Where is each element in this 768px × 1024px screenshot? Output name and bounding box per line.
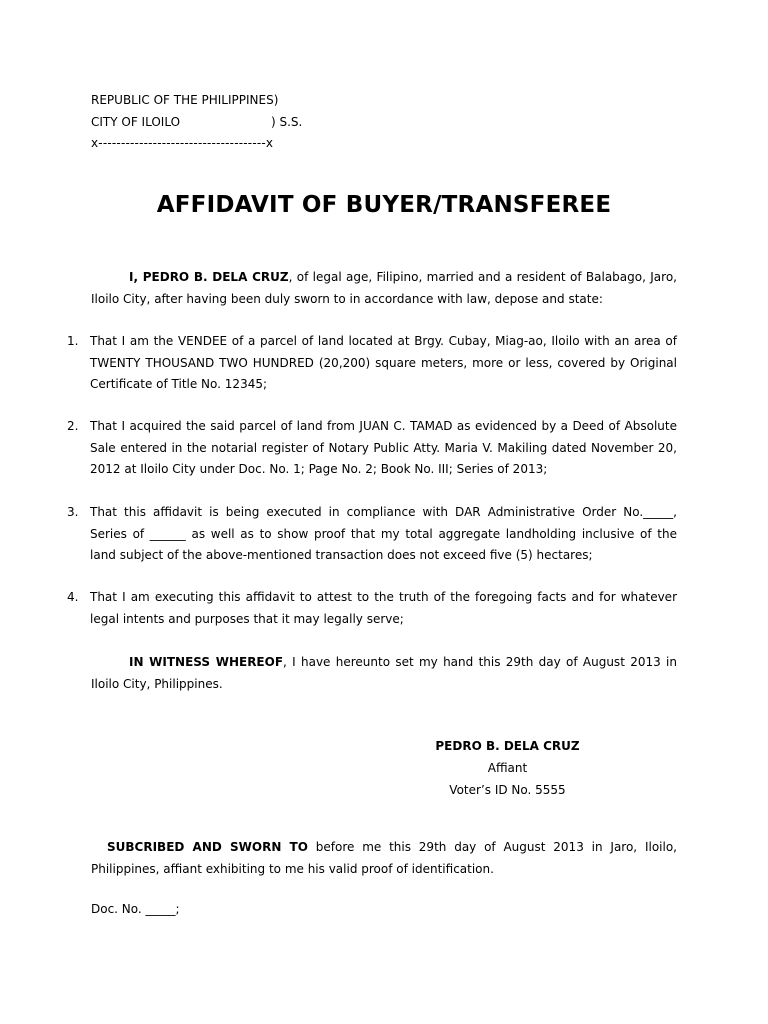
- witness-text: , I have hereunto set my hand this 29th day of August 2013 in Iloilo City, Philippines.: [91, 655, 677, 691]
- jurat-lead: SUBCRIBED AND SWORN TO: [107, 840, 308, 854]
- witness-paragraph: [91, 652, 677, 695]
- item-number: 2.: [67, 419, 79, 433]
- document-title: AFFIDAVIT OF BUYER/TRANSFEREE: [156, 192, 612, 218]
- item-number: 4.: [67, 590, 79, 604]
- witness-lead: IN WITNESS WHEREOF: [129, 655, 284, 669]
- item-text: That I acquired the said parcel of land from JUAN C. TAMAD as evidenced by a Deed of Absolute Sale entered in the notarial register of Notary Public Atty. Maria V. Makiling dated November 20, 2012 at Iloilo City under Doc. No. 1; Page No. 2; Book No. III; Series of 2013;: [90, 419, 677, 476]
- caption-city: CITY OF ILOILO: [91, 115, 181, 129]
- signature-name: PEDRO B. DELA CRUZ: [435, 739, 580, 753]
- item-number: 1.: [67, 334, 79, 348]
- affiant-name-intro: I, PEDRO B. DELA CRUZ: [129, 270, 289, 284]
- item-text: That I am executing this affidavit to attest to the truth of the foregoing facts and for whatever legal intents and purposes that it may legally serve;: [90, 590, 677, 626]
- item-number: 3.: [67, 505, 79, 519]
- caption-separator: x-------------------------------------x: [91, 136, 274, 150]
- intro-paragraph: [91, 267, 677, 310]
- doc-number: Doc. No. _____;: [91, 902, 180, 916]
- jurat-text: before me this 29th day of August 2013 in Jaro, Iloilo, Philippines, affiant exhibiting to me his valid proof of identification.: [91, 840, 677, 876]
- signature-id: Voter’s ID No. 5555: [449, 783, 566, 797]
- jurat-paragraph: [91, 837, 677, 880]
- item-text: That I am the VENDEE of a parcel of land located at Brgy. Cubay, Miag-ao, Iloilo with an area of TWENTY THOUSAND TWO HUNDRED (20,200) square meters, more or less, covered by Original Certificate of Title No. 12345;: [90, 334, 677, 391]
- item-text: That this affidavit is being executed in compliance with DAR Administrative Order No._____, Series of ______ as well as to show proof that my total aggregate landholding inclusive of the land subject of the above-mentioned transaction does not exceed five (5) hectares;: [90, 505, 677, 562]
- caption-ss: ) S.S.: [271, 115, 303, 129]
- caption-republic: REPUBLIC OF THE PHILIPPINES): [91, 93, 279, 107]
- signature-role: Affiant: [487, 761, 528, 775]
- intro-text: , of legal age, Filipino, married and a resident of Balabago, Jaro, Iloilo City, after having been duly sworn to in accordance with law, depose and state:: [91, 270, 677, 306]
